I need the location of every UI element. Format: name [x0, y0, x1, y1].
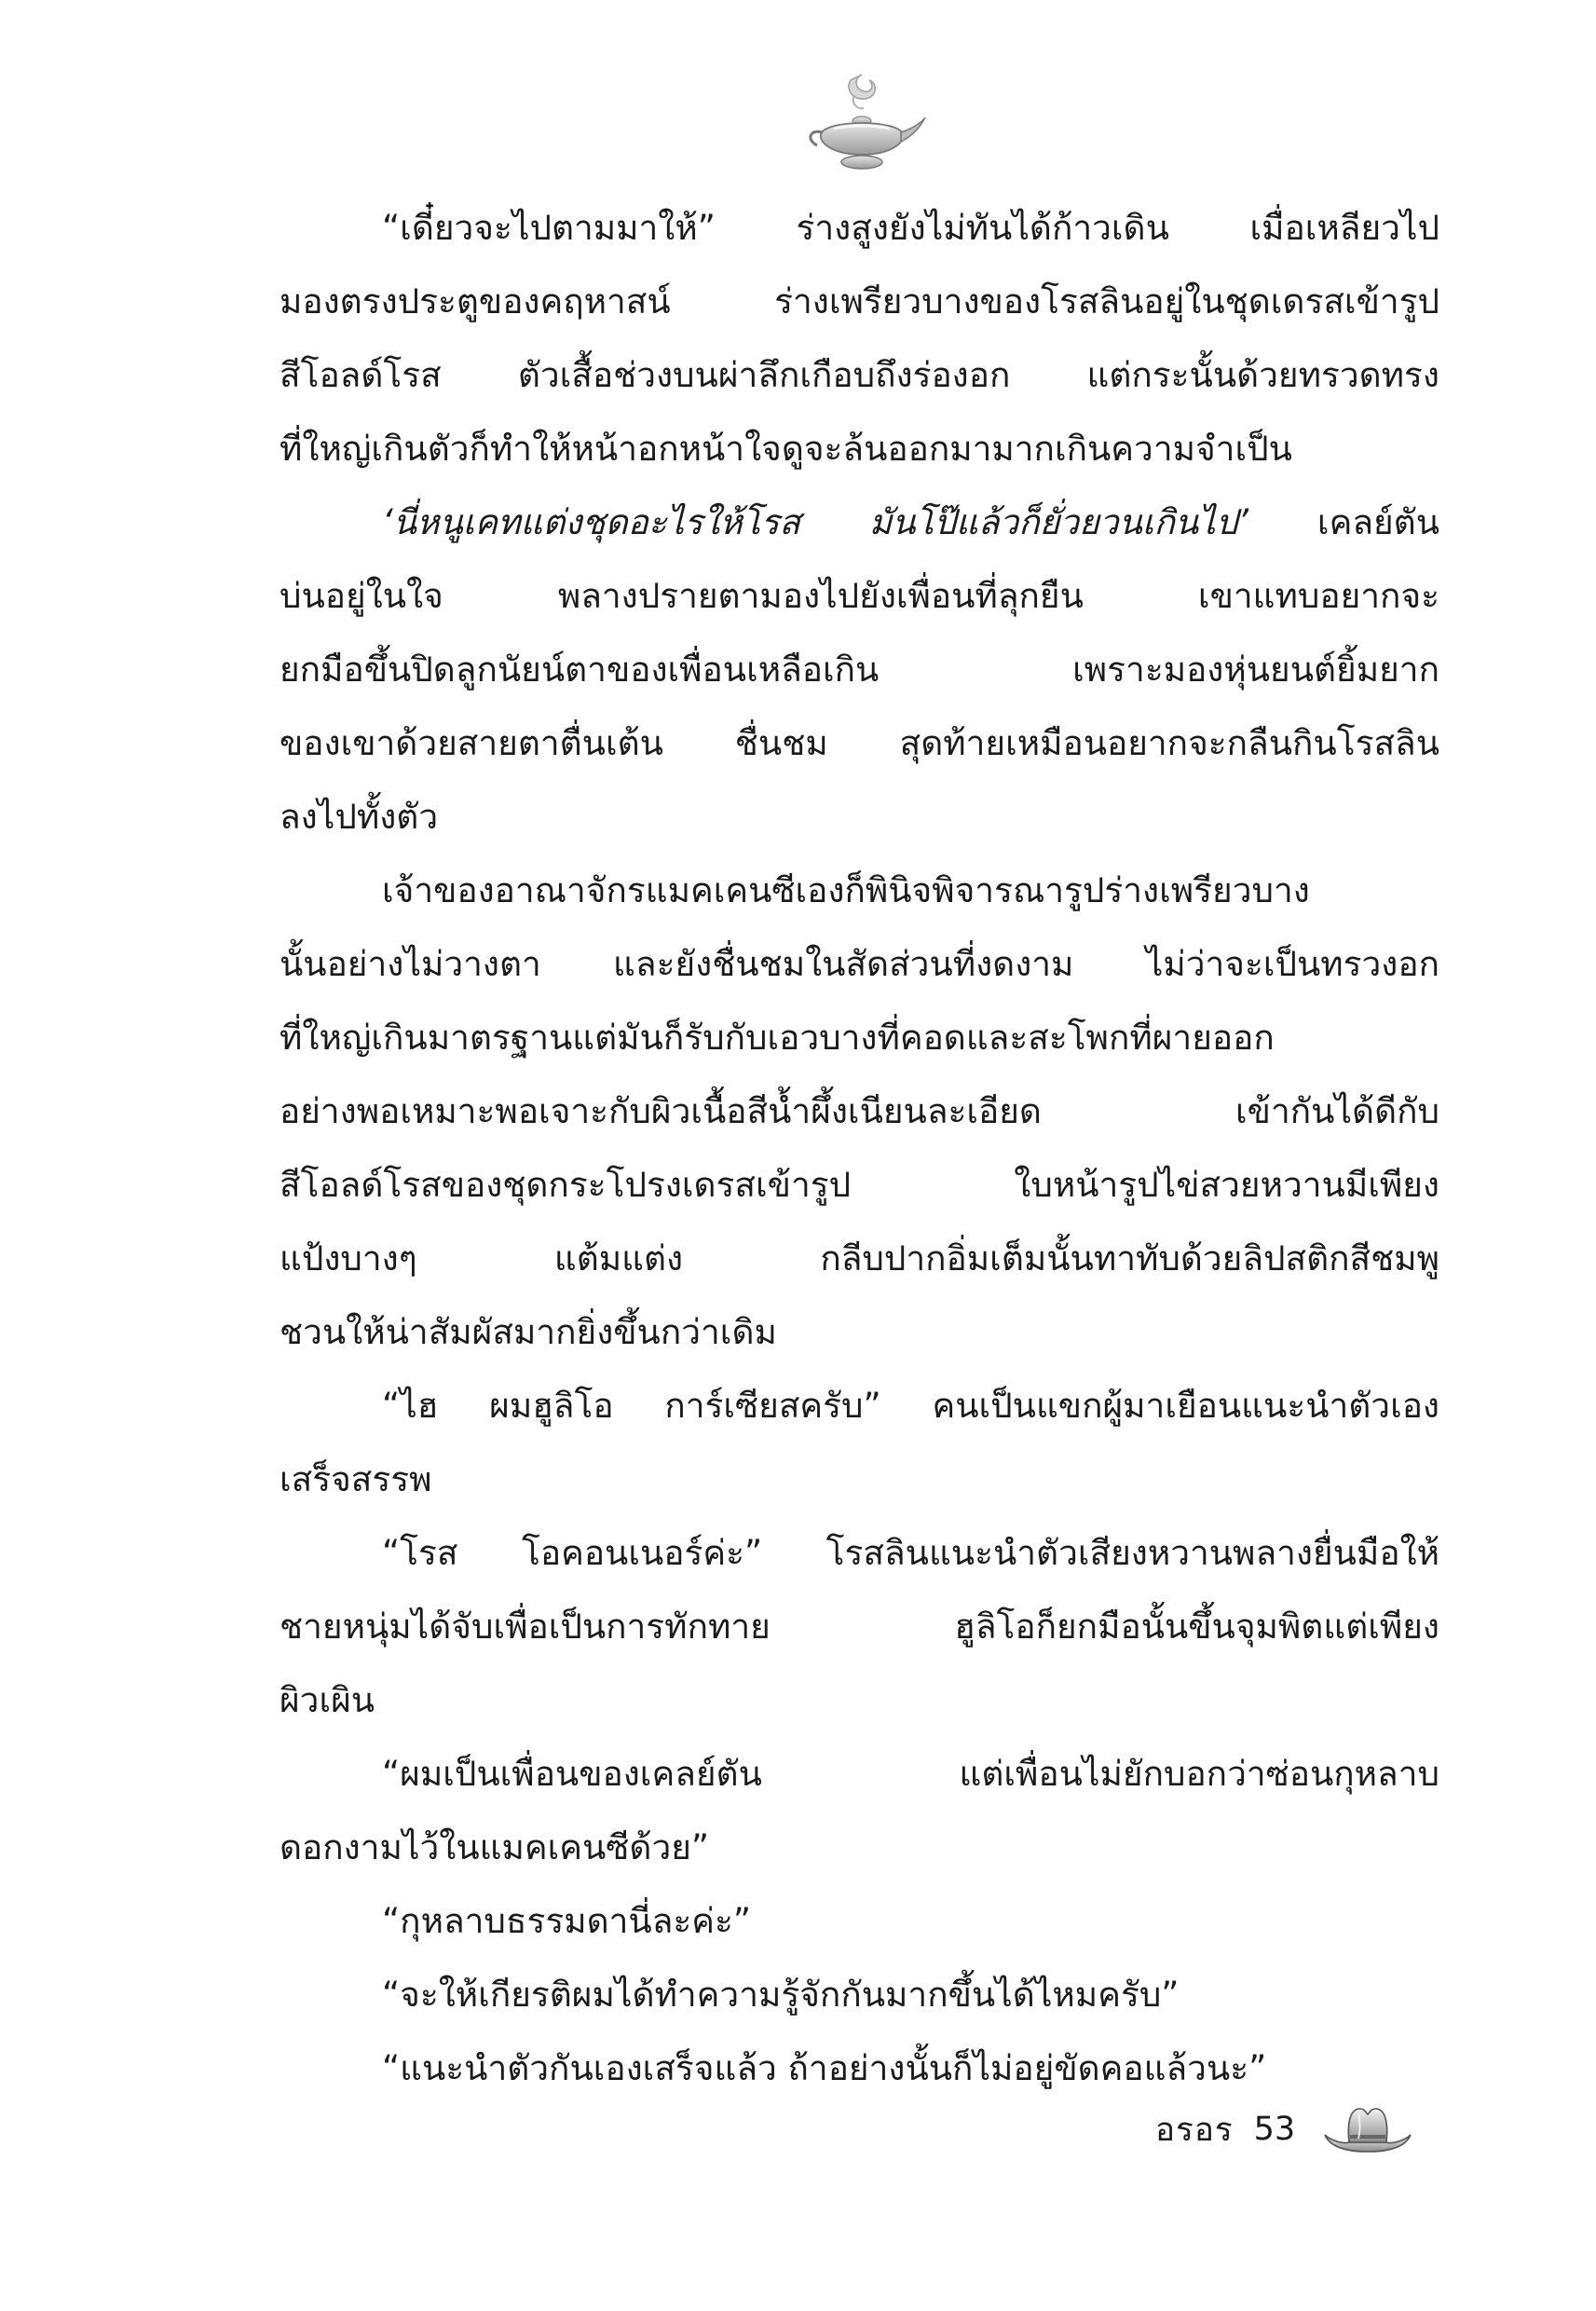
text-line: ผิวเผิน	[280, 1680, 375, 1720]
text-line: “กุหลาบธรรมดานี่ละค่ะ”	[382, 1901, 752, 1941]
text-line: แป้งบางๆ แต้มแต่ง กลีบปากอิ่มเต็มนั้นทาทับด้วยลิปสติกสีชมพู	[280, 1238, 1439, 1279]
text-line: ยกมือขึ้นปิดลูกนัยน์ตาของเพื่อนเหลือเกิน เพราะมองหุ่นยนต์ยิ้มยาก	[280, 650, 1439, 690]
text-line: ของเขาด้วยสายตาตื่นเต้น ชื่นชม สุดท้ายเหมือนอยากจะกลืนกินโรสลิน	[280, 723, 1439, 763]
italic-thought: ‘นี่หนูเคทแต่งชุดอะไรให้โรส มันโป๊แล้วก็ยั่วยวนเกินไป’	[382, 502, 1249, 542]
text-line: “เดี๋ยวจะไปตามมาให้” ร่างสูงยังไม่ทันได้ก้าวเดิน เมื่อเหลียวไป	[382, 208, 1439, 248]
text-line: ชวนให้น่าสัมผัสมากยิ่งขึ้นกว่าเดิม	[280, 1312, 777, 1352]
text-line: “ผมเป็นเพื่อนของเคลย์ตัน แต่เพื่อนไม่ยักบอกว่าซ่อนกุหลาบ	[382, 1754, 1439, 1794]
book-title: อรอร	[1155, 2111, 1234, 2149]
body-text	[280, 191, 1439, 2105]
text-line: สีโอลด์โรสของชุดกระโปรงเดรสเข้ารูป ใบหน้ารูปไข่สวยหวานมีเพียง	[280, 1165, 1439, 1205]
line-text: เคลย์ตัน	[1248, 502, 1439, 542]
text-line: ลงไปทั้งตัว	[280, 797, 439, 837]
text-line: มองตรงประตูของคฤหาสน์ ร่างเพรียวบางของโรสลินอยู่ในชุดเดรสเข้ารูป	[280, 281, 1439, 321]
text-line: อย่างพอเหมาะพอเจาะกับผิวเนื้อสีน้ำผึ้งเนียนละเอียด เข้ากันได้ดีกับ	[280, 1091, 1439, 1131]
text-line: ดอกงามไว้ในแมคเคนซีด้วย”	[280, 1827, 710, 1867]
text-line: ที่ใหญ่เกินตัวก็ทำให้หน้าอกหน้าใจดูจะล้นออกมามากเกินความจำเป็น	[280, 429, 1292, 469]
text-line: เจ้าของอาณาจักรแมคเคนซีเองก็พินิจพิจารณารูปร่างเพรียวบาง	[382, 870, 1310, 910]
text-line: สีโอลด์โรส ตัวเสื้อช่วงบนผ่าลึกเกือบถึงร่องอก แต่กระนั้นด้วยทรวดทรง	[280, 355, 1439, 395]
text-line: เสร็จสรรพ	[280, 1459, 432, 1499]
page-number: 53	[1253, 2111, 1296, 2148]
text-line	[280, 485, 1439, 559]
text-line: “จะให้เกียรติผมได้ทำความรู้จักกันมากขึ้นได้ไหมครับ”	[382, 1975, 1180, 2015]
text-line: นั้นอย่างไม่วางตา และยังชื่นชมในสัดส่วนที่งดงาม ไม่ว่าจะเป็นทรวงอก	[280, 944, 1439, 984]
cowboy-hat-icon	[1321, 2103, 1414, 2155]
text-line: บ่นอยู่ในใจ พลางปรายตามองไปยังเพื่อนที่ลุกยืน เขาแทบอยากจะ	[280, 576, 1439, 616]
text-line: “โรส โอคอนเนอร์ค่ะ” โรสลินแนะนำตัวเสียงหวานพลางยื่นมือให้	[382, 1533, 1439, 1573]
text-line: ที่ใหญ่เกินมาตรฐานแต่มันก็รับกับเอวบางที่คอดและสะโพกที่ผายออก	[280, 1018, 1275, 1058]
text-line: “แนะนำตัวกันเองเสร็จแล้ว ถ้าอย่างนั้นก็ไม่อยู่ขัดคอแล้วนะ”	[382, 2048, 1267, 2088]
page-footer	[1155, 2097, 1414, 2162]
text-line: ชายหนุ่มได้จับเพื่อเป็นการทักทาย ฮูลิโอก็ยกมือนั้นขึ้นจุมพิตแต่เพียง	[280, 1607, 1439, 1647]
text-line: “ไฮ ผมฮูลิโอ การ์เซียสครับ” คนเป็นแขกผู้มาเยือนแนะนำตัวเอง	[382, 1386, 1439, 1426]
genie-lamp-icon	[797, 67, 927, 179]
